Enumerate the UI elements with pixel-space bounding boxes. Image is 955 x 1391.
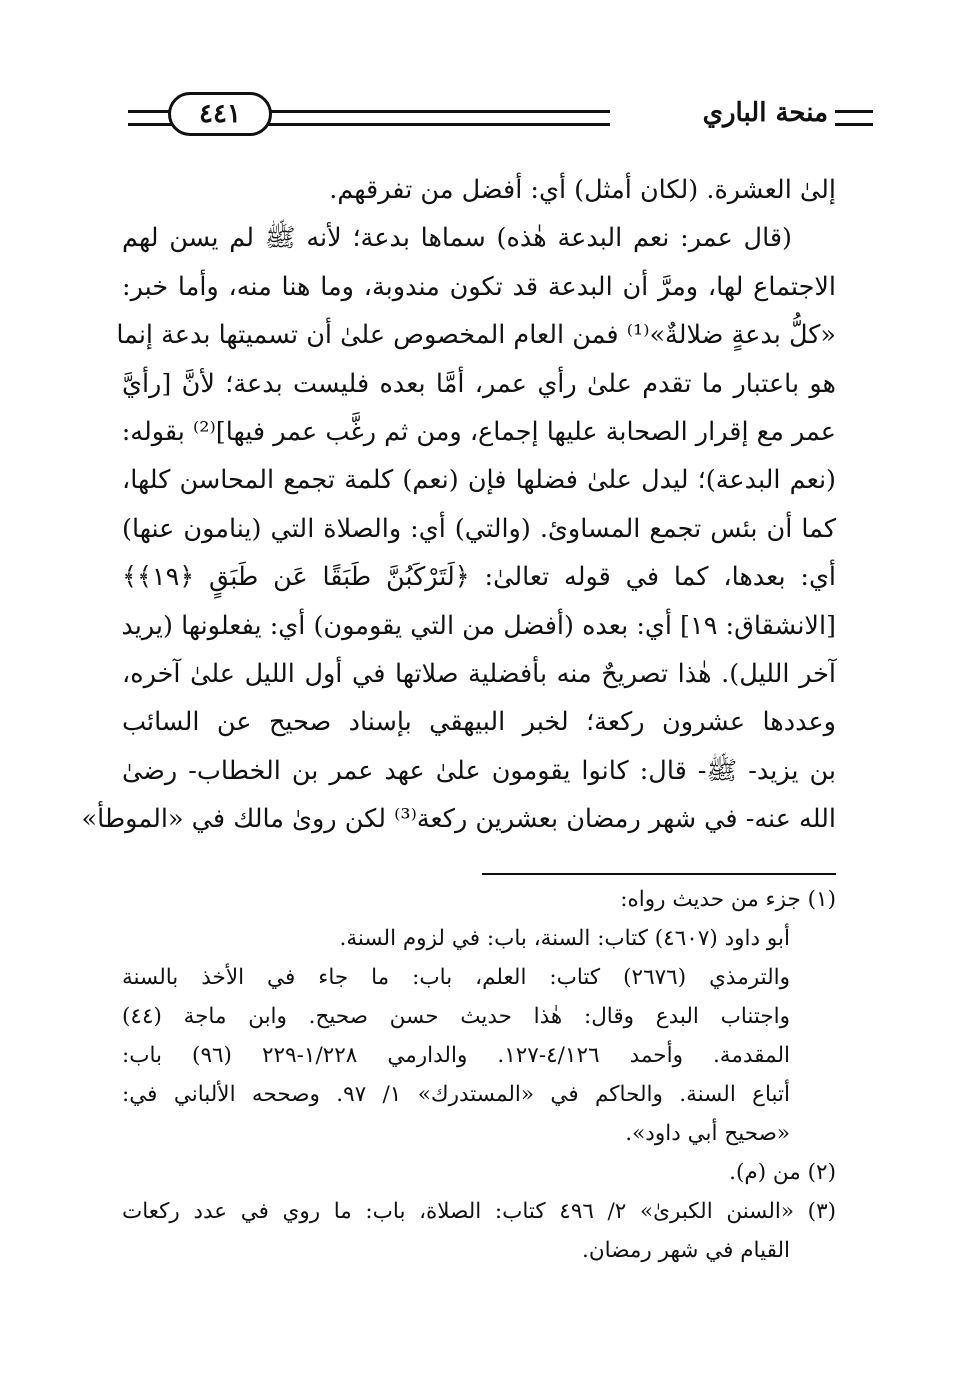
footnote-line: المقدمة. وأحمد ٤/١٢٦-١٢٧. والدارمي ١/٢٢٨-٢٢٩ (٩٦) باب: — [122, 1043, 790, 1068]
text-line: إلىٰ العشرة. (لكان أمثل) أي: أفضل من تفرقهم. — [329, 175, 836, 205]
footnote-line: أتباع السنة. والحاكم في «المستدرك» ١/ ٩٧. وصححه الألباني في: — [122, 1082, 791, 1107]
page-header — [128, 92, 828, 144]
text-line: [الانشقاق: ١٩] أي: بعده (أفضل من التي يقومون) أي: يفعلونها (يريد — [121, 610, 836, 641]
footnotes — [122, 880, 836, 1270]
footnote-line: (٣) «السنن الكبرىٰ» ٢/ ٤٩٦ كتاب: الصلاة، باب: ما روي في عدد ركعات — [122, 1199, 837, 1224]
text-line: الاجتماع لها، ومرَّ أن البدعة قد تكون مندوبة، وما هنا منه، وأما خبر: — [122, 271, 836, 302]
footnote-line: والترمذي (٢٦٧٦) كتاب: العلم، باب: ما جاء في الأخذ بالسنة — [122, 965, 790, 990]
text-line: بن يزيد- ﷺ- قال: كانوا يقومون علىٰ عهد عمر بن الخطاب- رضىٰ — [122, 755, 836, 786]
footnote-line: واجتناب البدع وقال: هٰذا حديث حسن صحيح. وابن ماجة (٤٤) — [122, 1004, 790, 1029]
text-line: (قال عمر: نعم البدعة هٰذه) سماها بدعة؛ لأنه ﷺ لم يسن لهم — [122, 223, 792, 254]
text-line: آخر الليل). هٰذا تصريحٌ منه بأفضلية صلاتها في أول الليل علىٰ آخره، — [122, 658, 836, 689]
text-line: (نعم البدعة)؛ ليدل علىٰ فضلها فإن (نعم) كلمة تجمع المحاسن كلها، — [122, 465, 836, 496]
text-line: «كلُّ بدعةٍ ضلالةٌ»⁽¹⁾ فمن العام المخصوص علىٰ أن تسميتها بدعة إنما — [116, 320, 836, 351]
footnote-line: القيام في شهر رمضان. — [582, 1238, 790, 1263]
text-line: هو باعتبار ما تقدم علىٰ رأي عمر، أمَّا بعده فليست بدعة؛ لأنَّ [رأيَّ — [122, 368, 836, 399]
footnote-line: (٢) من (م). — [729, 1160, 836, 1185]
footnote-line: (١) جزء من حديث رواه: — [620, 887, 836, 912]
text-line: أي: بعدها، كما في قوله تعالىٰ: ﴿لَتَرْكَبُنَّ طَبَقًا عَن طَبَقٍ ﴿١٩﴾﴾ — [122, 562, 836, 593]
footnote-line: «صحيح أبي داود». — [625, 1121, 790, 1146]
footnote-separator — [482, 873, 836, 875]
header-ornament-rule-right — [835, 110, 873, 126]
text-line: كما أن بئس تجمع المساوئ. (والتي) أي: والصلاة التي (ينامون عنها) — [122, 513, 836, 544]
page-number: ٤٤١ — [168, 92, 272, 136]
text-line: وعددها عشرون ركعة؛ لخبر البيهقي بإسناد صحيح عن السائب — [122, 707, 836, 738]
text-line: عمر مع إقرار الصحابة عليها إجماع، ومن ثم رغَّب عمر فيها]⁽²⁾ بقوله: — [121, 416, 836, 447]
main-text — [81, 166, 836, 843]
text-line: الله عنه- في شهر رمضان بعشرين ركعة⁽³⁾ لكن روىٰ مالك في «الموطأ» — [81, 804, 836, 835]
book-title: منحة الباري — [702, 98, 828, 128]
footnote-line: أبو داود (٤٦٠٧) كتاب: السنة، باب: في لزوم السنة. — [339, 926, 790, 951]
